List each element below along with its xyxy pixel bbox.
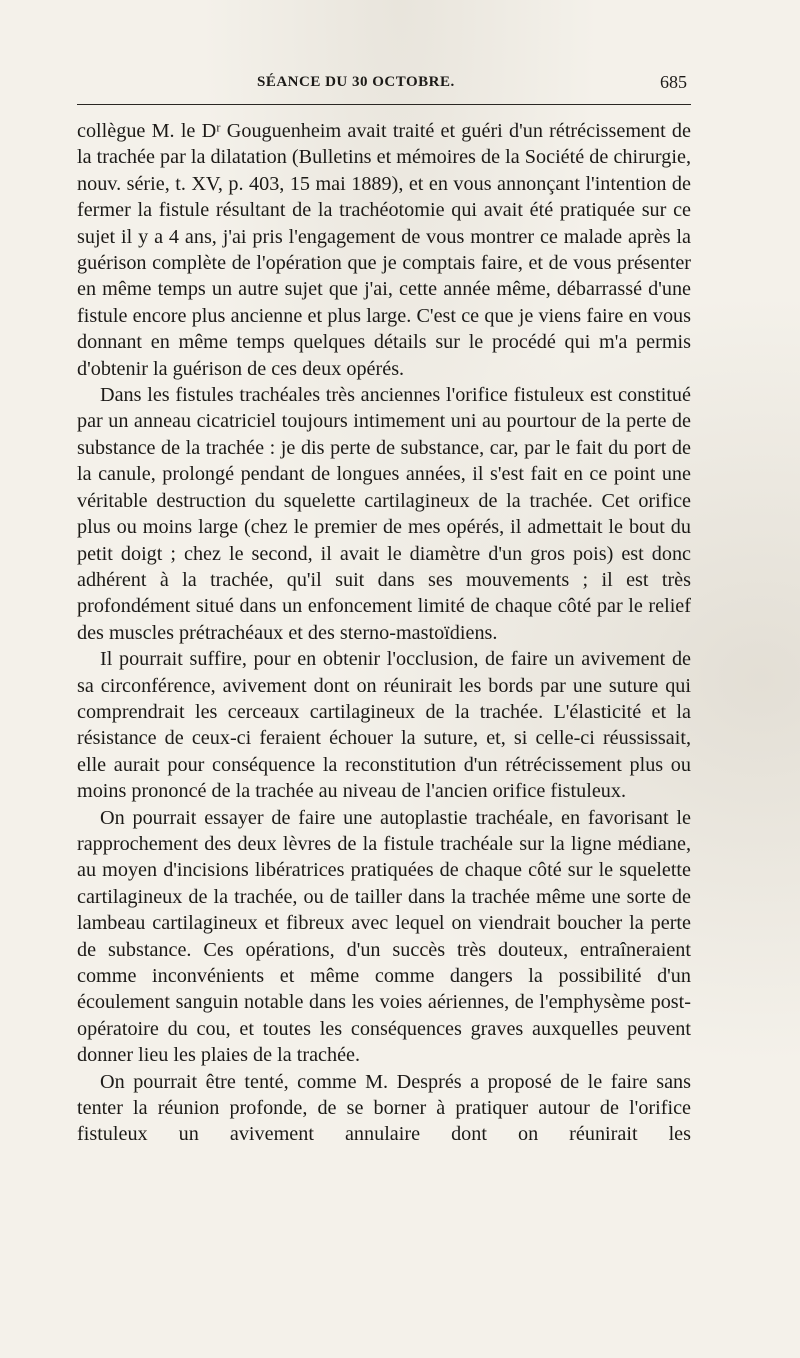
page-header <box>77 70 691 100</box>
page-number: 685 <box>660 72 687 92</box>
paragraph-2: Dans les fistules trachéales très anciennes l'orifice fistuleux est constitué par un anneau cicatriciel toujours intimement uni au pourtour de la perte de substance de la trachée : je dis perte de substance, car, par le fait du port de la canule, prolongé pendant de longues années, il s'est fait en ce point une véritable destruction du squelette cartilagineux de la trachée. Cet orifice plus ou moins large (chez le premier de mes opérés, il admettait le bout du petit doigt ; chez le second, il avait le diamètre d'un gros pois) est donc adhérent à la trachée, qu'il suit dans ses mouvements ; il est très profondément situé dans un enfoncement limité de chaque côté par le relief des muscles prétrachéaux et des sterno-mastoïdiens. <box>77 384 691 644</box>
paragraph-1: collègue M. le Dʳ Gouguenheim avait traité et guéri d'un rétrécissement de la trachée par la dilatation (Bulletins et mémoires de la Société de chirurgie, nouv. série, t. XV, p. 403, 15 mai 1889), et en vous annonçant l'intention de fermer la fistule résultant de la trachéotomie qui avait été pratiquée sur ce sujet il y a 4 ans, j'ai pris l'engagement de vous montrer ce malade après la guérison complète de l'opération que je comptais faire, et de vous présenter en même temps un autre sujet que j'ai, cette année même, débarrassé d'une fistule encore plus ancienne et plus large. C'est ce que je viens faire en vous donnant en même temps quelques détails sur le procédé qui m'a permis d'obtenir la guérison de ces deux opérés. <box>77 120 691 380</box>
paragraph-5: On pourrait être tenté, comme M. Després a proposé de le faire sans tenter la réunion profonde, de se borner à pratiquer autour de l'orifice fistuleux un avivement annulaire dont on réunirait les <box>77 1070 691 1146</box>
paragraph-3: Il pourrait suffire, pour en obtenir l'occlusion, de faire un avivement de sa circonférence, avivement dont on réunirait les bords par une suture qui comprendrait les cerceaux cartilagineux de la trachée. L'élasticité et la résistance de ceux-ci feraient échouer la suture, et, si celle-ci réussissait, elle aurait pour conséquence la reconstitution d'un rétrécissement plus ou moins prononcé de la trachée au niveau de l'ancien orifice fistuleux. <box>77 648 691 803</box>
header-rule <box>77 104 691 105</box>
body-text <box>77 118 691 1148</box>
paragraph-4: On pourrait essayer de faire une autoplastie trachéale, en favorisant le rapprochement des deux lèvres de la fistule trachéale sur la ligne médiane, au moyen d'incisions libératrices pratiquées de chaque côté sur le squelette cartilagineux de la trachée, ou de tailler dans la trachée même une sorte de lambeau cartilagineux et fibreux avec lequel on viendrait boucher la perte de substance. Ces opérations, d'un succès très douteux, entraîneraient comme inconvénients et même comme dangers la possibilité d'un écoulement sanguin notable dans les voies aériennes, de l'emphysème post-opératoire du cou, et toutes les conséquences graves auxquelles peuvent donner lieu les plaies de la trachée. <box>77 806 691 1067</box>
running-title: SÉANCE DU 30 OCTOBRE. <box>257 74 455 90</box>
